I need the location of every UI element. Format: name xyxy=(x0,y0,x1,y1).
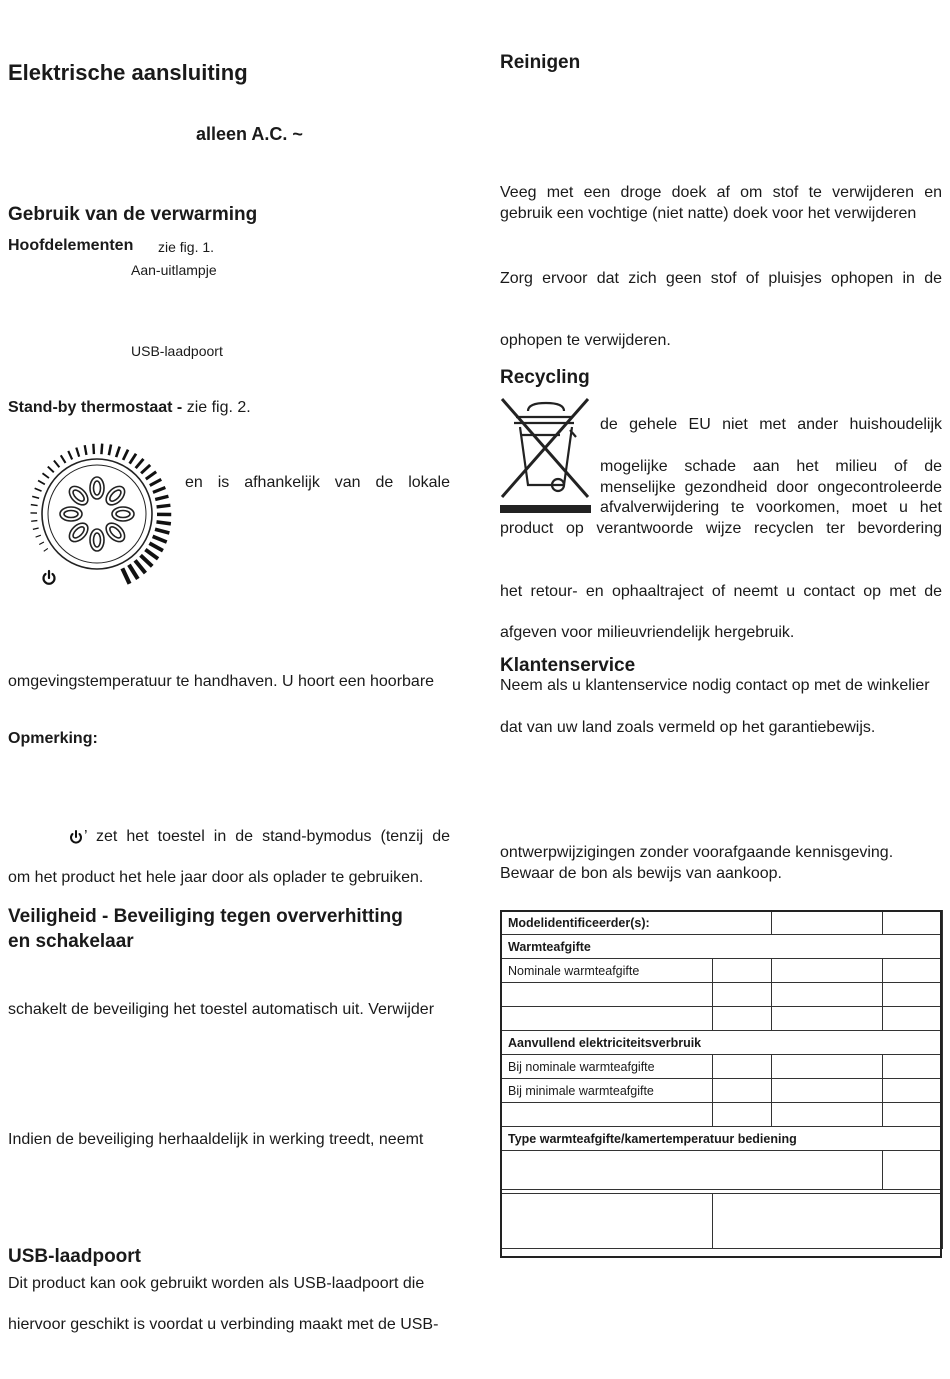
table-row xyxy=(501,983,943,1007)
usb-text1: Dit product kan ook gebruikt worden als USB-laadpoort die xyxy=(8,1275,425,1292)
recycling-heading: Recycling xyxy=(500,367,590,388)
electrical-heading: Elektrische aansluiting xyxy=(8,60,248,85)
main-parts-ref: zie fig. 1. xyxy=(158,239,215,255)
cleaning-heading: Reinigen xyxy=(500,52,581,73)
thermostat-dial-icon xyxy=(12,436,182,592)
safety-heading-line2: en schakelaar xyxy=(8,931,134,952)
table-row xyxy=(501,1194,943,1249)
local-text: en is afhankelijk van de lokale xyxy=(185,474,450,491)
customer-heading: Klantenservice xyxy=(500,655,636,676)
design-text1: ontwerpwijzigingen zonder voorafgaande kennisgeving. xyxy=(500,844,894,861)
recycling-text3: menselijke gezondheid door ongecontroleerde xyxy=(600,479,942,496)
power-icon xyxy=(44,571,55,584)
recycling-text5: product op verantwoorde wijze recyclen ter bevordering xyxy=(500,520,942,537)
table-row xyxy=(501,1079,943,1103)
customer-text1: Neem als u klantenservice nodig contact op met de winkelier xyxy=(500,677,930,694)
at-nominal-cell: Bij nominale warmteafgifte xyxy=(501,1055,713,1079)
safety-text2: Indien de beveiliging herhaaldelijk in werking treedt, neemt xyxy=(8,1131,424,1148)
recycling-text6: het retour- en ophaaltraject of neemt u contact op met de xyxy=(500,583,942,600)
recycling-text2: mogelijke schade aan het milieu of de xyxy=(600,458,942,475)
main-parts-label: Hoofdelementen xyxy=(8,237,134,254)
year-round-text: om het product het hele jaar door als oplader te gebruiken. xyxy=(8,869,424,886)
standby-line xyxy=(8,399,251,417)
table-row xyxy=(501,959,943,983)
usb-heading: USB-laadpoort xyxy=(8,1246,141,1267)
standby-label: Stand-by thermostaat - xyxy=(8,399,183,416)
heat-output-cell: Warmteafgifte xyxy=(501,935,943,959)
crossed-out-wheelie-bin-icon xyxy=(500,397,592,515)
standby-mode-text: ’ zet het toestel in de stand-bymodus (tenzij de xyxy=(84,828,450,845)
recycling-text7: afgeven voor milieuvriendelijk hergebruik. xyxy=(500,624,795,641)
table-row xyxy=(501,935,943,959)
power-icon xyxy=(69,829,83,845)
aux-consumption-cell: Aanvullend elektriciteitsverbruik xyxy=(501,1031,943,1055)
part-power-lamp: Aan-uitlampje xyxy=(131,262,217,278)
cleaning-text4: ophopen te verwijderen. xyxy=(500,332,671,349)
note-label: Opmerking: xyxy=(8,730,98,747)
table-row xyxy=(501,1055,943,1079)
spec-table xyxy=(500,910,943,1249)
part-usb-port: USB-laadpoort xyxy=(131,343,223,359)
nominal-heat-output-cell: Nominale warmteafgifte xyxy=(501,959,713,983)
safety-heading-line1: Veiligheid - Beveiliging tegen oververhitting xyxy=(8,906,403,927)
at-minimum-cell: Bij minimale warmteafgifte xyxy=(501,1079,713,1103)
cleaning-text2: gebruik een vochtige (niet natte) doek voor het verwijderen xyxy=(500,205,917,222)
safety-text1: schakelt de beveiliging het toestel automatisch uit. Verwijder xyxy=(8,1001,435,1018)
ac-only-label: alleen A.C. ~ xyxy=(196,124,303,144)
cleaning-text1: Veeg met een droge doek af om stof te verwijderen en xyxy=(500,184,942,201)
design-text2: Bewaar de bon als bewijs van aankoop. xyxy=(500,865,782,882)
model-id-cell: Modelidentificeerder(s): xyxy=(501,911,772,935)
table-row xyxy=(501,1151,943,1190)
recycling-text1: de gehele EU niet met ander huishoudelijk xyxy=(600,416,942,433)
cleaning-text3: Zorg ervoor dat zich geen stof of pluisjes ophopen in de xyxy=(500,270,942,287)
table-row xyxy=(501,1103,943,1127)
usb-text2: hiervoor geschikt is voordat u verbinding maakt met de USB- xyxy=(8,1316,439,1333)
standby-ref: zie fig. 2. xyxy=(182,399,251,416)
recycling-text4: afvalverwijdering te voorkomen, moet u het xyxy=(600,499,942,516)
control-type-cell: Type warmteafgifte/kamertemperatuur bediening xyxy=(501,1127,943,1151)
ambient-text: omgevingstemperatuur te handhaven. U hoort een hoorbare xyxy=(8,673,435,690)
table-row xyxy=(501,1031,943,1055)
table-row xyxy=(501,1007,943,1031)
usage-heading: Gebruik van de verwarming xyxy=(8,204,258,225)
table-row xyxy=(501,1127,943,1151)
customer-text2: dat van uw land zoals vermeld op het garantiebewijs. xyxy=(500,719,876,736)
table-row xyxy=(501,911,943,935)
